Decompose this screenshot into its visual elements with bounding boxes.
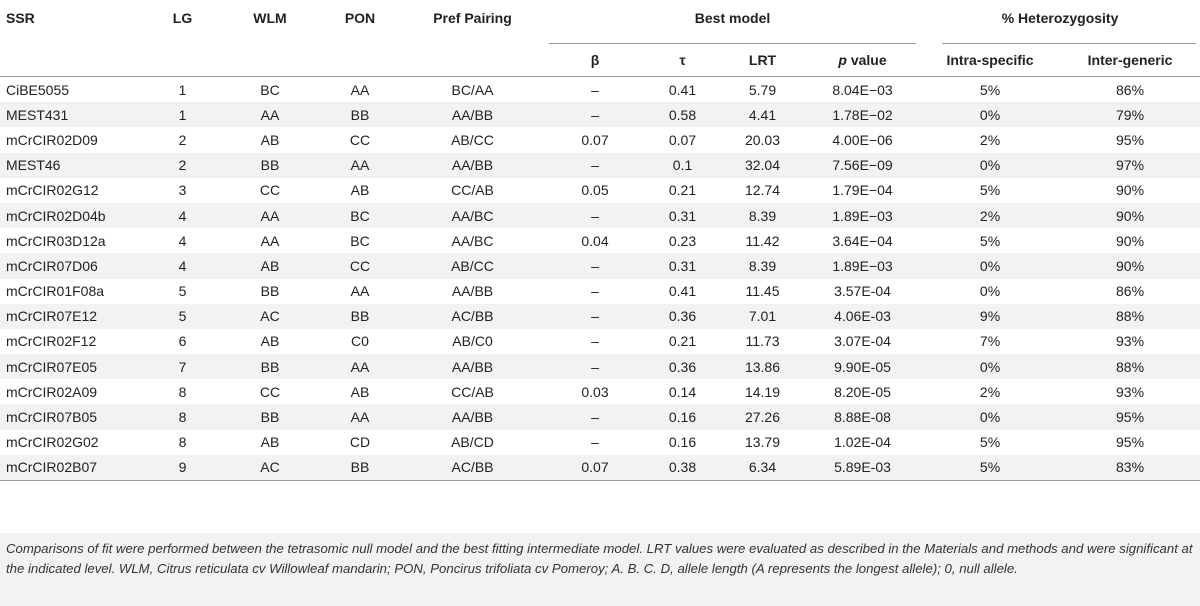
cell-inter-generic: 86%	[1116, 81, 1145, 98]
cell-pon: AB	[350, 383, 370, 400]
cell-tau: 0.41	[668, 283, 697, 300]
cell-beta: –	[545, 404, 645, 429]
cell-ssr: mCrCIR07E12	[0, 304, 145, 329]
cell-pref-pairing: AA/BB	[451, 283, 494, 300]
cell-intra-specific: 5%	[979, 434, 1001, 451]
p-letter: p	[838, 52, 847, 68]
cell-beta: –	[545, 203, 645, 228]
cell-ssr: mCrCIR07D06	[0, 253, 145, 278]
cell-intra-specific: 0%	[920, 354, 1060, 379]
cell-lrt: 14.19	[744, 383, 781, 400]
cell-ssr: mCrCIR02D04b	[0, 203, 145, 228]
cell-lg: 5	[178, 283, 187, 300]
value-word: value	[846, 52, 887, 68]
table-row	[0, 304, 1200, 329]
cell-inter-generic: 93%	[1116, 383, 1145, 400]
cell-beta: –	[545, 253, 645, 278]
table-row	[0, 329, 1200, 354]
cell-inter-generic: 97%	[1060, 153, 1200, 178]
cell-lg: 2	[145, 153, 220, 178]
cell-tau: 0.58	[645, 102, 720, 127]
cell-ssr: mCrCIR07E05	[0, 354, 145, 379]
cell-ssr: MEST46	[0, 153, 145, 178]
cell-lrt: 32.04	[720, 153, 805, 178]
cell-tau: 0.21	[668, 333, 697, 350]
cell-p-value: 3.64E−04	[832, 232, 893, 249]
col-header-ssr: SSR	[6, 10, 35, 26]
header-spacer	[320, 44, 400, 77]
cell-beta: 0.04	[581, 232, 609, 249]
cell-intra-specific: 5%	[979, 232, 1001, 249]
cell-lrt: 7.01	[720, 304, 805, 329]
header-spacer	[400, 44, 545, 77]
header-row-top	[0, 10, 1200, 44]
cell-pref-pairing: AA/BB	[400, 102, 545, 127]
cell-wlm: AB	[260, 434, 280, 451]
cell-intra-specific: 5%	[920, 455, 1060, 481]
cell-beta: 0.05	[581, 182, 609, 199]
table-row	[0, 455, 1200, 481]
cell-lg: 1	[178, 81, 187, 98]
cell-inter-generic: 90%	[1116, 182, 1145, 199]
cell-lrt: 11.42	[745, 232, 780, 249]
cell-pref-pairing: CC/AB	[451, 383, 494, 400]
cell-intra-specific: 5%	[979, 182, 1001, 199]
cell-wlm: AC	[220, 304, 320, 329]
cell-p-value: 5.89E-03	[805, 455, 920, 481]
cell-wlm: AB	[260, 131, 280, 148]
cell-lg: 8	[178, 434, 187, 451]
cell-p-value: 4.06E-03	[805, 304, 920, 329]
cell-tau: 0.14	[668, 383, 697, 400]
cell-pref-pairing: AA/BB	[400, 354, 545, 379]
cell-tau: 0.16	[645, 404, 720, 429]
cell-tau: 0.16	[668, 434, 697, 451]
cell-inter-generic: 95%	[1116, 131, 1145, 148]
table-row	[0, 354, 1200, 379]
col-header-wlm: WLM	[253, 10, 287, 26]
cell-p-value: 3.07E-04	[834, 333, 891, 350]
cell-inter-generic: 90%	[1060, 253, 1200, 278]
cell-lg: 4	[145, 203, 220, 228]
cell-lrt: 13.86	[720, 354, 805, 379]
cell-intra-specific: 2%	[979, 383, 1001, 400]
cell-wlm: AC	[220, 455, 320, 481]
cell-intra-specific: 0%	[920, 102, 1060, 127]
cell-wlm: CC	[259, 182, 281, 199]
cell-intra-specific: 0%	[920, 253, 1060, 278]
cell-pref-pairing: AA/BC	[400, 203, 545, 228]
cell-lrt: 6.34	[720, 455, 805, 481]
cell-lrt: 5.79	[748, 81, 777, 98]
cell-wlm: BC	[260, 81, 280, 98]
header-spacer	[220, 44, 320, 77]
cell-wlm: AA	[260, 232, 280, 249]
cell-inter-generic: 88%	[1060, 304, 1200, 329]
cell-ssr: mCrCIR02F12	[6, 333, 97, 350]
cell-beta: 0.07	[545, 455, 645, 481]
cell-inter-generic: 90%	[1060, 203, 1200, 228]
cell-tau: 0.36	[645, 304, 720, 329]
cell-p-value: 1.89E−03	[805, 253, 920, 278]
cell-intra-specific: 7%	[979, 333, 1001, 350]
header-spacer	[145, 44, 220, 77]
cell-p-value: 8.88E-08	[805, 404, 920, 429]
cell-p-value: 8.04E−03	[832, 81, 893, 98]
cell-lg: 4	[178, 232, 187, 249]
cell-wlm: AA	[220, 102, 320, 127]
cell-ssr: mCrCIR02A09	[6, 383, 98, 400]
cell-tau: 0.31	[645, 203, 720, 228]
cell-wlm: AB	[260, 333, 280, 350]
cell-lg: 9	[145, 455, 220, 481]
cell-lrt: 4.41	[720, 102, 805, 127]
col-header-intra-specific: Intra-specific	[946, 52, 1034, 68]
data-table	[0, 10, 1200, 481]
group-header-heterozygosity: % Heterozygosity	[920, 10, 1200, 44]
cell-pon: CC	[349, 131, 371, 148]
cell-pon: AA	[350, 283, 370, 300]
cell-pon: BB	[320, 102, 400, 127]
cell-ssr: mCrCIR01F08a	[6, 283, 105, 300]
cell-p-value: 1.78E−02	[805, 102, 920, 127]
cell-wlm: CC	[259, 383, 281, 400]
cell-intra-specific: 0%	[920, 153, 1060, 178]
table-row	[0, 404, 1200, 429]
col-header-beta: β	[590, 52, 600, 68]
cell-inter-generic: 93%	[1116, 333, 1145, 350]
cell-p-value: 8.20E-05	[834, 383, 891, 400]
cell-pon: AB	[350, 182, 370, 199]
cell-ssr: mCrCIR02G12	[6, 182, 99, 199]
cell-inter-generic: 90%	[1116, 232, 1145, 249]
cell-pref-pairing: AB/CC	[400, 253, 545, 278]
cell-pon: CC	[320, 253, 400, 278]
cell-tau: 0.21	[668, 182, 697, 199]
cell-lrt: 13.79	[744, 434, 781, 451]
cell-pon: CD	[349, 434, 371, 451]
cell-pon: AA	[320, 153, 400, 178]
cell-tau: 0.41	[668, 81, 697, 98]
cell-lrt: 8.39	[720, 203, 805, 228]
cell-ssr: mCrCIR02D09	[6, 131, 98, 148]
cell-pref-pairing: CC/AB	[451, 182, 494, 199]
cell-tau: 0.31	[645, 253, 720, 278]
group-header-best-model: Best model	[545, 10, 920, 44]
cell-wlm: BB	[220, 404, 320, 429]
cell-beta: –	[591, 81, 599, 98]
cell-wlm: BB	[260, 283, 280, 300]
cell-lg: 6	[178, 333, 187, 350]
cell-p-value: 4.00E−06	[832, 131, 893, 148]
cell-intra-specific: 2%	[979, 131, 1001, 148]
cell-tau: 0.36	[645, 354, 720, 379]
cell-beta: –	[545, 354, 645, 379]
header-spacer	[0, 44, 145, 77]
cell-pref-pairing: BC/AA	[451, 81, 494, 98]
col-header-pref-pairing: Pref Pairing	[433, 10, 512, 26]
cell-lrt: 11.45	[745, 283, 780, 300]
cell-lrt: 27.26	[720, 404, 805, 429]
cell-lg: 8	[178, 383, 187, 400]
cell-beta: 0.03	[581, 383, 609, 400]
cell-pon: AA	[320, 354, 400, 379]
col-header-pon: PON	[344, 10, 376, 26]
cell-tau: 0.07	[668, 131, 697, 148]
table-row	[0, 203, 1200, 228]
table-body	[0, 77, 1200, 481]
table-row	[0, 379, 1200, 404]
cell-pon: BC	[320, 203, 400, 228]
cell-pref-pairing: AC/BB	[400, 455, 545, 481]
cell-pref-pairing: AA/BB	[400, 153, 545, 178]
cell-ssr: mCrCIR02B07	[0, 455, 145, 481]
header-row-sub	[0, 44, 1200, 77]
cell-beta: –	[591, 333, 599, 350]
table-row	[0, 253, 1200, 278]
cell-tau: 0.38	[645, 455, 720, 481]
cell-inter-generic: 83%	[1060, 455, 1200, 481]
table-row	[0, 102, 1200, 127]
cell-lg: 7	[145, 354, 220, 379]
cell-lg: 1	[145, 102, 220, 127]
table-row	[0, 153, 1200, 178]
cell-pon: BC	[350, 232, 370, 249]
cell-lg: 8	[145, 404, 220, 429]
cell-pon: C0	[351, 333, 369, 350]
table-row	[0, 279, 1200, 304]
cell-p-value: 9.90E-05	[805, 354, 920, 379]
cell-p-value: 7.56E−09	[805, 153, 920, 178]
col-header-inter-generic: Inter-generic	[1087, 52, 1173, 68]
cell-pon: AA	[320, 404, 400, 429]
cell-beta: –	[545, 102, 645, 127]
table-row	[0, 127, 1200, 152]
cell-intra-specific: 0%	[920, 404, 1060, 429]
cell-pref-pairing: AA/BB	[400, 404, 545, 429]
cell-pref-pairing: AB/C0	[452, 333, 493, 350]
cell-lg: 4	[145, 253, 220, 278]
table-row	[0, 228, 1200, 253]
cell-beta: –	[545, 153, 645, 178]
cell-wlm: BB	[220, 354, 320, 379]
cell-ssr: MEST431	[0, 102, 145, 127]
cell-ssr: mCrCIR07B05	[0, 404, 145, 429]
cell-intra-specific: 5%	[979, 81, 1001, 98]
cell-tau: 0.23	[668, 232, 697, 249]
cell-lrt: 20.03	[744, 131, 781, 148]
cell-inter-generic: 86%	[1116, 283, 1145, 300]
cell-p-value: 1.89E−03	[805, 203, 920, 228]
cell-ssr: mCrCIR03D12a	[6, 232, 106, 249]
cell-inter-generic: 95%	[1060, 404, 1200, 429]
col-header-p-value	[805, 44, 920, 77]
cell-inter-generic: 95%	[1116, 434, 1145, 451]
cell-lrt: 11.73	[745, 333, 780, 350]
cell-beta: –	[591, 434, 599, 451]
cell-lg: 5	[145, 304, 220, 329]
table-row	[0, 77, 1200, 103]
cell-pon: AA	[350, 81, 370, 98]
cell-beta: –	[545, 304, 645, 329]
col-header-lg: LG	[172, 10, 193, 26]
cell-pon: BB	[320, 304, 400, 329]
cell-ssr: CiBE5055	[6, 81, 70, 98]
cell-wlm: AA	[220, 203, 320, 228]
cell-lg: 3	[178, 182, 187, 199]
table-row	[0, 430, 1200, 455]
cell-inter-generic: 88%	[1060, 354, 1200, 379]
cell-p-value: 1.79E−04	[832, 182, 893, 199]
cell-intra-specific: 0%	[979, 283, 1001, 300]
cell-pref-pairing: AA/BC	[451, 232, 494, 249]
cell-inter-generic: 79%	[1060, 102, 1200, 127]
table-row	[0, 178, 1200, 203]
cell-tau: 0.1	[645, 153, 720, 178]
cell-wlm: AB	[220, 253, 320, 278]
col-header-lrt: LRT	[748, 52, 777, 68]
cell-intra-specific: 2%	[920, 203, 1060, 228]
cell-pref-pairing: AB/CD	[451, 434, 494, 451]
cell-ssr: mCrCIR02G02	[6, 434, 99, 451]
cell-pon: BB	[320, 455, 400, 481]
cell-p-value: 3.57E-04	[834, 283, 891, 300]
cell-pref-pairing: AC/BB	[400, 304, 545, 329]
cell-p-value: 1.02E-04	[834, 434, 891, 451]
cell-beta: 0.07	[581, 131, 609, 148]
cell-lg: 2	[178, 131, 187, 148]
table-footnote: Comparisons of fit were performed between the tetrasomic null model and the best fitting intermediate model. LRT values were evaluated as described in the Materials and methods and were significant at the indicated level. WLM, Citrus reticulata cv Willowleaf mandarin; PON, Poncirus trifoliata cv Pomeroy; A. B. C. D, allele length (A represents the longest allele); 0, null allele.	[0, 533, 1200, 606]
cell-pref-pairing: AB/CC	[451, 131, 494, 148]
col-header-tau: τ	[679, 52, 686, 68]
cell-intra-specific: 9%	[920, 304, 1060, 329]
cell-lrt: 12.74	[744, 182, 781, 199]
cell-lrt: 8.39	[720, 253, 805, 278]
cell-beta: –	[591, 283, 599, 300]
cell-wlm: BB	[220, 153, 320, 178]
